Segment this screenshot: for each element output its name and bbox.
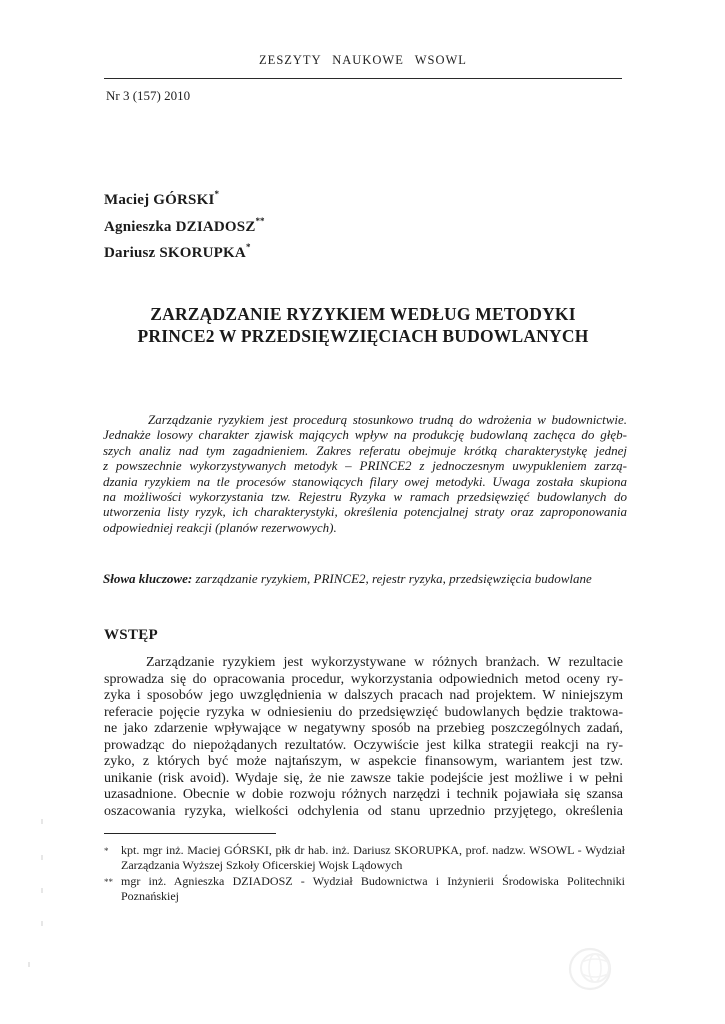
paragraph-line: unikanie (risk avoid). Wydaje się, że nie zawsze takie podejście jest możliwe i w pełni: [104, 770, 623, 786]
scan-artifact: [41, 819, 43, 824]
paragraph-line: uzasadnione. Obecnie w dobie rozwoju różnych narzędzi i technik pojawiała się szansa: [104, 787, 623, 802]
footnotes: [104, 843, 625, 904]
scan-artifact: [28, 962, 30, 967]
paragraph-line: zyka i sposobów jego uwzględnienia w dalszych pracach nad projektem. W niniejszym: [104, 688, 623, 703]
journal-header: ZESZYTY NAUKOWE WSOWL: [259, 53, 467, 67]
section-heading-wstep: WSTĘP: [104, 627, 159, 643]
abstract-line: utworzenia listy ryzyk, ich charakterystyki, określenia potencjalnej straty oraz zaproponowania: [103, 504, 627, 520]
keywords-label: Słowa kluczowe:: [103, 571, 193, 586]
footnote-line: Zarządzania Wyższej Szkoły Oficerskiej Wojsk Lądowych: [121, 858, 403, 873]
scan-artifact: [41, 888, 43, 893]
abstract-line: dzania ryzykiem na tle procesów stanowiących filary owej metodyki. Uwaga została skupiona: [103, 473, 627, 489]
header-rule: [104, 78, 622, 79]
footnote-text: [121, 843, 625, 874]
globe-watermark-icon: [566, 945, 618, 995]
footnote-text: [121, 874, 625, 905]
paper-title-line: PRINCE2 W PRZEDSIĘWZIĘCIACH BUDOWLANYCH: [137, 325, 589, 346]
paragraph-line: ne jako zdarzenie wpływające w negatywny sposób na przebieg poszczególnych zadań,: [104, 721, 623, 736]
footnote-rule: [104, 833, 276, 834]
paragraph-line: referacie pojęcie ryzyka w odniesieniu do przedsięwzięć budowlanych będzie traktowa-: [104, 704, 623, 720]
author-name: Agnieszka DZIADOSZ: [104, 218, 256, 235]
footnote: [104, 874, 625, 905]
keywords-line: [103, 571, 627, 587]
footnote-line: mgr inż. Agnieszka DZIADOSZ - Wydział Budownictwa i Inżynierii Środowiska Politechniki: [121, 873, 625, 888]
author-footnote-mark: *: [245, 242, 251, 252]
author-name: Maciej GÓRSKI: [104, 192, 215, 208]
author-line: [104, 185, 265, 212]
intro-paragraph: [104, 655, 623, 820]
author-footnote-mark: *: [214, 189, 220, 199]
abstract-line: z powszechnie wykorzystywanych metodyk – PRINCE2 z jednoczesnym uwypukleniem zarzą-: [103, 458, 627, 474]
footnote-line: kpt. mgr inż. Maciej GÓRSKI, płk dr hab. inż. Dariusz SKORUPKA, prof. nadzw. WSOWL - Wydział: [121, 843, 625, 857]
paragraph-line: Zarządzanie ryzykiem jest wykorzystywane w różnych branżach. W rezultacie: [146, 655, 623, 670]
paper-title: [104, 304, 622, 347]
issue-number: Nr 3 (157) 2010: [106, 88, 191, 103]
abstract-line: odpowiedniej reakcji (planów rezerwowych).: [103, 519, 337, 535]
footnote-line: Poznańskiej: [121, 888, 179, 903]
paragraph-line: sprowadza się do opracowania procedur, wykorzystania odpowiednich metod oceny ry-: [104, 671, 623, 687]
scan-artifact: [41, 855, 43, 860]
author-line: [104, 212, 265, 239]
paragraph-line: prowadząc do niepożądanych rezultatów. Oczywiście jest kilka strategii reakcji na ry-: [104, 737, 623, 753]
keywords-text: zarządzanie ryzykiem, PRINCE2, rejestr ryzyka, przedsięwzięcia budowlane: [192, 571, 592, 586]
abstract-line: Zarządzanie ryzykiem jest procedurą stosunkowo trudną do wdrożenia w budownictwie.: [148, 412, 627, 427]
author-footnote-mark: **: [255, 215, 265, 226]
scan-artifact: [41, 921, 43, 926]
footnote-marker: *: [104, 846, 109, 856]
abstract-line: szych analiz nad tym zagadnieniem. Zakres referatu obejmuje krótką charakterystykę jednej: [103, 442, 627, 458]
paragraph-line: zyko, z których być może najtańszym, w aspekcie finansowym, wariantem jest tzw.: [104, 754, 623, 769]
author-name: Dariusz SKORUPKA: [104, 245, 246, 261]
authors-block: [104, 185, 265, 265]
paragraph-line: oszacowania ryzyka, wielkości odchylenia od stanu uprzednio przyjętego, określenia: [104, 803, 623, 819]
abstract-line: Jednakże losowy charakter zjawisk mających wpływ na produkcję budowlaną zachęca do głęb-: [103, 427, 627, 443]
footnote-marker: **: [104, 876, 113, 887]
footnote: [104, 843, 625, 874]
abstract-line: na możliwości wykorzystania tzw. Rejestru Ryzyka w ramach przedsięwzięć budowlanych do: [103, 488, 627, 504]
abstract: [103, 412, 627, 535]
author-line: [104, 238, 265, 265]
paper-title-line: ZARZĄDZANIE RYZYKIEM WEDŁUG METODYKI: [150, 304, 576, 324]
